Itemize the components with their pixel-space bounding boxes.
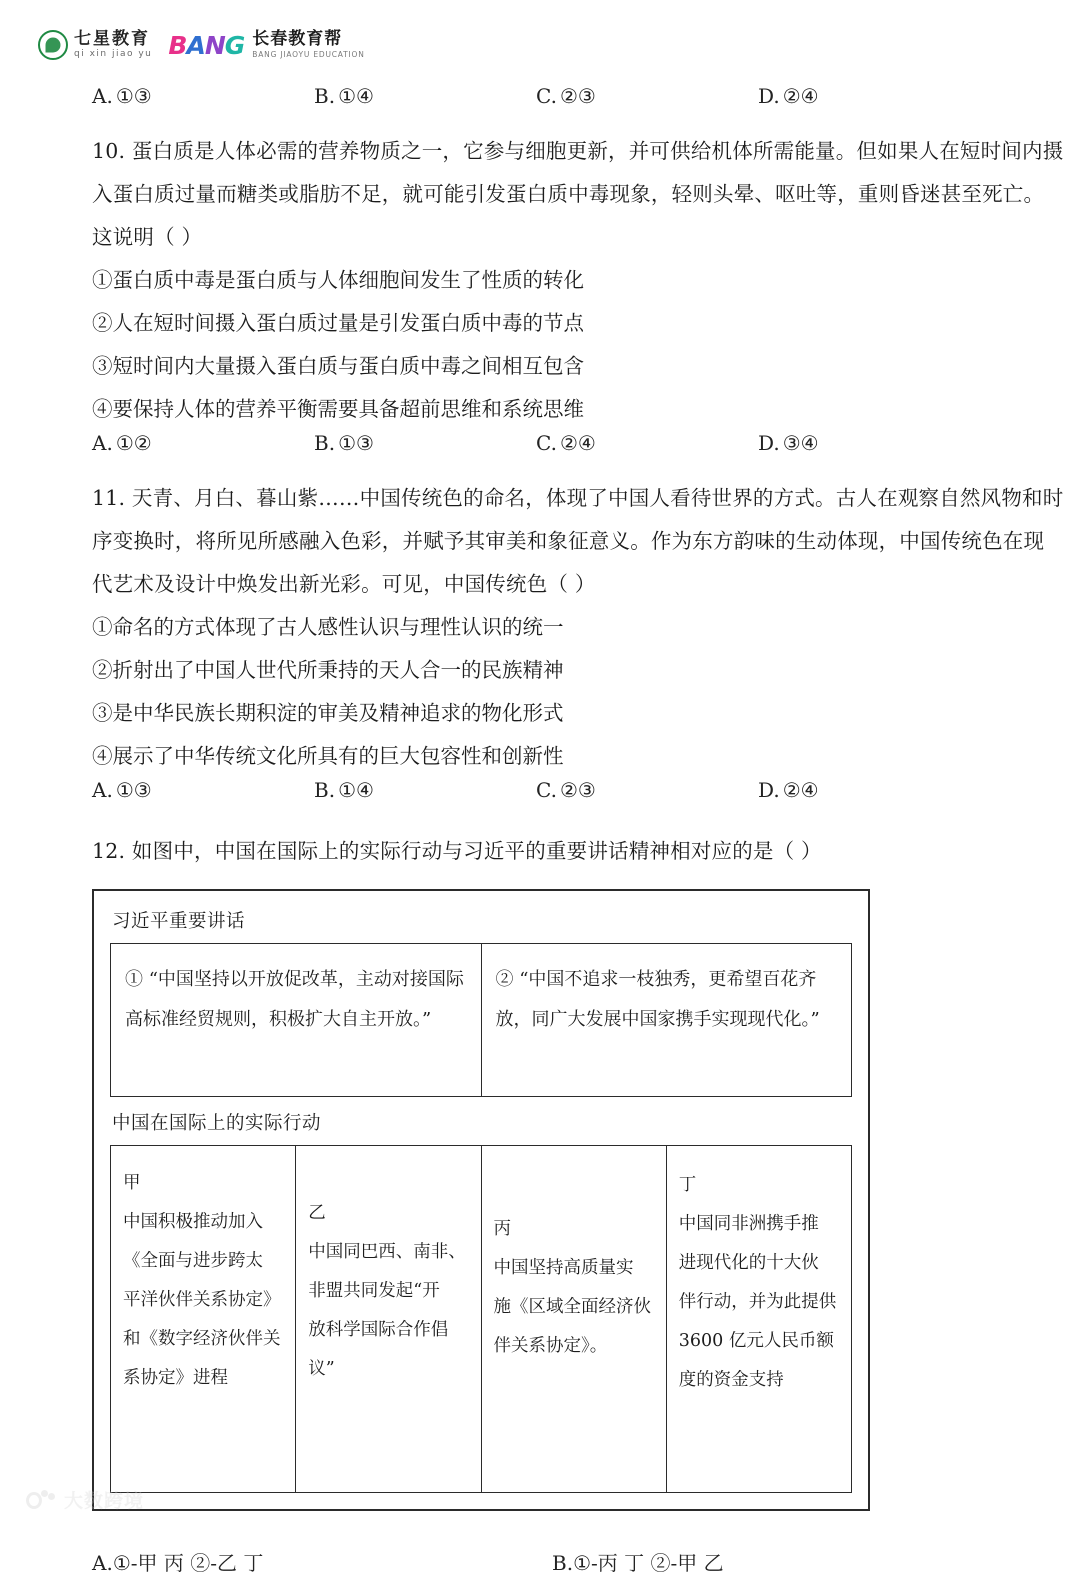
q11-item-4: ④展示了中华传统文化所具有的巨大包容性和创新性 [92,744,564,768]
q10-option-d-value: ③④ [782,431,819,455]
q12-action-yi-line-4: 议” [308,1359,335,1379]
q12-quote-table [110,943,852,1097]
q11-option-b-value: ①④ [338,778,374,802]
q12-option-b-value: ①-丙 丁 ②-甲 乙 [573,1551,724,1575]
q12-action-jia-line-3: 平洋伙伴关系协定》 [123,1290,281,1310]
logo-bang-letter-b: B [168,30,187,60]
q9-option-d[interactable] [758,84,980,108]
q12-action-ding-line-1: 中国同非洲携手推 [678,1214,819,1234]
q12-action-jia-line-5: 系协定》进程 [123,1368,228,1388]
q12-quote-cell-1 [111,944,482,1097]
q10-item-2: ②人在短时间摄入蛋白质过量是引发蛋白质中毒的节点 [92,311,584,335]
q11-option-a-label: A. [92,778,113,802]
watermark-label: 大数跨境 [64,1490,145,1512]
q11-option-c-label: C. [536,778,557,802]
q11-item-1: ①命名的方式体现了古人感性认识与理性认识的统一 [92,615,564,639]
q12-action-bing-marker: 丙 [493,1219,511,1239]
q12-action-ding-marker: 丁 [678,1175,697,1195]
logo-bang-letter-a: A [186,30,205,60]
q12-action-table [110,1145,852,1493]
q9-answer-row [92,84,1002,122]
q12-quote-section-label: 习近平重要讲话 [112,911,246,932]
q12-action-ding-line-3: 伴行动，并为此提供 [678,1292,837,1312]
q11-item-3: ③是中华民族长期积淀的审美及精神追求的物化形式 [92,701,564,725]
q11-option-c[interactable] [536,778,758,802]
logo-qixing-text [74,31,152,59]
q11-stem-line-3: 代艺术及设计中焕发出新光彩。可见，中国传统色（ ） [92,572,596,596]
footer-watermark [26,1486,144,1513]
logo-bang-en: BANG JIAOYU EDUCATION [252,50,365,60]
q9-option-c[interactable] [536,84,758,108]
q12-action-ding-line-5: 度的资金支持 [678,1370,784,1390]
q9-option-d-value: ②④ [782,84,819,108]
q12-action-yi-marker: 乙 [308,1203,326,1223]
q11-option-a-value: ①③ [115,778,152,802]
q9-option-b[interactable] [314,84,536,108]
q10-option-a[interactable] [92,431,314,455]
q9-option-a-value: ①③ [115,84,152,108]
q9-option-a-label: A. [92,84,113,108]
logo-bang-letter-g: G [224,30,245,60]
q12-action-bing-line-2: 施《区域全面经济伙 [493,1297,651,1317]
q9-option-b-value: ①④ [338,84,374,108]
table-row [111,944,852,1097]
header-logo-bar [38,24,365,66]
q10-option-c-label: C. [536,431,557,455]
leaf-circle-logo-icon [38,30,68,60]
q12-stem: 12. 如图中，中国在国际上的实际行动与习近平的重要讲话精神相对应的是（ ） [92,839,822,863]
q11-item-2: ②折射出了中国人世代所秉持的天人合一的民族精神 [92,658,564,682]
q12-action-jia-line-4: 和《数字经济伙伴关 [123,1329,281,1349]
q12-action-yi-line-1: 中国同巴西、南非、 [308,1242,466,1262]
table-row [111,1146,852,1493]
q10-option-b[interactable] [314,431,536,455]
q10-option-a-value: ①② [115,431,152,455]
q12-figure-outer-box [92,889,870,1511]
q11-answer-row [92,778,1002,816]
q11-option-d-label: D. [758,778,780,802]
q12-option-a-label: A. [92,1551,113,1575]
q12-option-b-label: B. [552,1551,574,1575]
q12-action-yi-line-3: 放科学国际合作倡 [308,1320,449,1340]
logo-bang-letter-n: N [204,30,225,60]
q12-action-jia-marker: 甲 [123,1173,141,1193]
logo-qixing-education [38,30,152,60]
q12-action-cell-bing [481,1146,666,1493]
question-10 [92,130,1064,469]
q11-stem-line-2: 序变换时，将所见所感融入色彩，并赋予其审美和象征意义。作为东方韵味的生动体现，中国传统色在现 [92,529,1045,553]
q11-option-d[interactable] [758,778,980,802]
question-12 [92,830,1002,1576]
q12-quote-2-line-2: 放，同广大发展中国家携手实现现代化。” [495,1009,820,1030]
q10-item-3: ③短时间内大量摄入蛋白质与蛋白质中毒之间相互包含 [92,354,584,378]
q12-action-jia-line-1: 中国积极推动加入 [123,1212,263,1232]
q11-option-d-value: ②④ [782,778,819,802]
q10-item-1: ①蛋白质中毒是蛋白质与人体细胞间发生了性质的转化 [92,268,584,292]
q11-option-b-label: B. [314,778,336,802]
q9-option-a[interactable] [92,84,314,108]
page-content [92,84,1064,1576]
q10-stem-line-1: 10. 蛋白质是人体必需的营养物质之一，它参与细胞更新，并可供给机体所需能量。但如果人在短时间内摄 [92,139,1064,163]
spacer [92,469,1002,477]
q10-option-c[interactable] [536,431,758,455]
q12-quote-2-line-1: ② “中国不追求一枝独秀，更希望百花齐 [495,969,817,990]
q10-option-d[interactable] [758,431,980,455]
spacer [92,816,1002,830]
q12-option-a-value: ①-甲 丙 ②-乙 丁 [112,1551,264,1575]
q12-action-cell-ding [666,1146,851,1493]
q10-option-a-label: A. [92,431,113,455]
q12-action-bing-line-3: 伴关系协定》。 [493,1336,608,1356]
q11-stem-line-1: 11. 天青、月白、暮山紫……中国传统色的命名，体现了中国人看待世界的方式。古人在观察自然风物和时 [92,486,1064,510]
logo-qixing-pinyin: qi xin jiao yu [74,49,153,59]
q9-option-c-value: ②③ [559,84,596,108]
q12-action-jia-line-2: 《全面与进步跨太 [123,1251,263,1271]
q12-quote-1-line-2: 高标准经贸规则，积极扩大自主开放。” [125,1009,432,1030]
spacer [92,122,1002,130]
q10-stem-line-2: 入蛋白质过量而糖类或脂肪不足，就可能引发蛋白质中毒现象，轻则头晕、呕吐等，重则昏迷甚至死亡。 [92,182,1045,206]
q12-action-cell-yi [296,1146,481,1493]
q9-option-d-label: D. [758,84,780,108]
question-11 [92,477,1064,816]
logo-bang-education [168,31,364,59]
q12-action-ding-line-2: 进现代化的十大伙 [678,1253,819,1273]
q9-option-b-label: B. [314,84,336,108]
q12-option-a[interactable] [92,1547,552,1576]
q12-answer-row [92,1547,1002,1576]
q9-option-c-label: C. [536,84,557,108]
logo-bang-cn: 长春教育帮 [252,29,343,50]
q12-action-yi-line-2: 非盟共同发起“开 [308,1281,440,1301]
q10-option-b-value: ①③ [338,431,374,455]
q12-action-cell-jia [111,1146,296,1493]
logo-qixing-cn: 七星教育 [74,29,150,49]
logo-bang-text [252,31,364,59]
q11-option-a[interactable] [92,778,314,802]
q10-option-d-label: D. [758,431,780,455]
q10-answer-row [92,431,1002,469]
q12-quote-1-line-1: ① “中国坚持以开放促改革，主动对接国际 [125,969,464,990]
q10-item-4: ④要保持人体的营养平衡需要具备超前思维和系统思维 [92,397,584,421]
q12-action-section-label: 中国在国际上的实际行动 [112,1113,322,1134]
q10-stem-line-3: 这说明（ ） [92,225,203,249]
q12-action-bing-line-1: 中国坚持高质量实 [493,1258,634,1278]
q12-option-b[interactable] [552,1547,1012,1576]
q12-action-ding-line-4: 3600 亿元人民币额 [678,1331,834,1351]
q11-option-c-value: ②③ [559,778,596,802]
q12-figure [92,889,870,1511]
q11-option-b[interactable] [314,778,536,802]
paw-dots-icon [26,1489,56,1511]
q12-quote-cell-2 [481,944,852,1097]
logo-bang-wordmark [168,30,245,60]
q10-option-b-label: B. [314,431,336,455]
q10-option-c-value: ②④ [559,431,596,455]
